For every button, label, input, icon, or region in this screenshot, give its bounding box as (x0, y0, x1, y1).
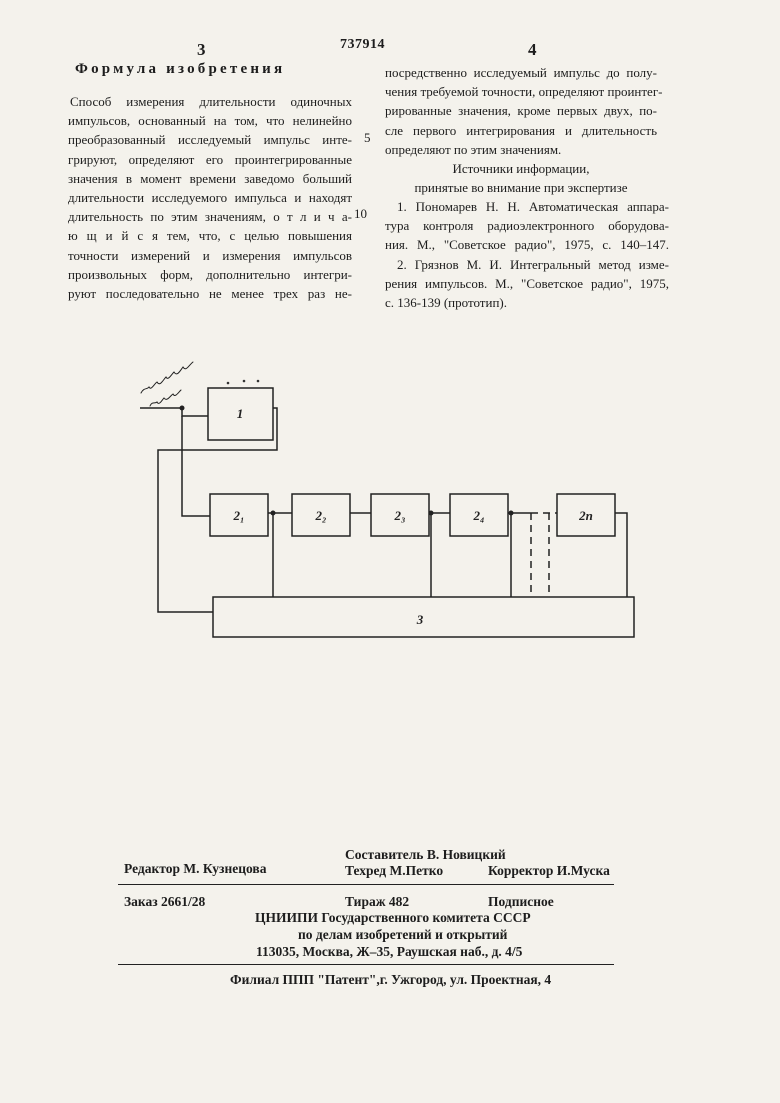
junction-dots (180, 406, 514, 516)
input-to-integrator-wire (182, 416, 210, 516)
block-1-to-block-3-wire (158, 450, 213, 612)
right-line: рированные значения, кроме первых двух, по- (385, 103, 657, 119)
block-3-label: 3 (416, 612, 424, 627)
left-line: точности измерений и измерения импульсов (68, 247, 352, 263)
right-line: определяют по этим значениям. (385, 141, 562, 157)
reference-line: 2. Грязнов М. И. Интегральный метод изме- (397, 256, 669, 272)
reference-line: 1. Пономарев Н. Н. Автоматическая аппара- (397, 199, 669, 214)
order-number: Заказ 2661/28 (124, 894, 206, 909)
corrector-credit: Корректор И.Муска (488, 863, 610, 878)
sources-subtitle: принятые во внимание при экспертизе (414, 180, 628, 195)
imprint-rule (118, 964, 614, 965)
circulation: Тираж 482 (345, 894, 410, 909)
techred-credit: Техред М.Петко (345, 863, 444, 878)
block-3-frame (213, 597, 634, 637)
patent-number: 737914 (340, 37, 385, 52)
block-2-n-label: 2n (579, 508, 593, 523)
left-line: импульсов, основанный на том, что нелинейно (68, 113, 352, 129)
left-line: грируют, определяют его проинтегрированные (68, 151, 352, 167)
left-line: произвольных форм, дополнительно интегри- (68, 266, 352, 282)
reference-line: тура контроля радиоэлектронного оборудова- (385, 218, 669, 234)
reference-line: с. 136-139 (прототип). (385, 295, 507, 311)
block-2-2-label: 2₂ (315, 508, 327, 523)
subscription: Подписное (488, 894, 554, 909)
publisher-address: 113035, Москва, Ж–35, Раушская наб., д. 4/5 (256, 944, 523, 959)
left-line: длительности исследуемого импульса и находят (68, 190, 352, 206)
left-line: руют последовательно не менее трех раз не- (68, 286, 352, 302)
sources-title: Источники информации, (452, 161, 590, 176)
left-line: значения в момент времени заведомо больший (68, 170, 352, 186)
right-line: посредственно исследуемый импульс до полу- (385, 65, 657, 80)
right-line: сле первого интегрирования и длительность (385, 122, 657, 138)
branch-footer: Филиал ППП "Патент",г. Ужгород, ул. Проектная, 4 (230, 972, 552, 987)
left-line: преобразованный исследуемый импульс инте- (68, 132, 352, 148)
block-2-1-label: 2₁ (233, 508, 245, 523)
publisher-dept: по делам изобретений и открытий (298, 927, 508, 942)
block-1-output-wire (182, 408, 277, 450)
wire-2-n-to-3 (615, 513, 627, 597)
compiler-credit: Составитель В. Новицкий (345, 847, 506, 862)
margin-line-number-10: 10 (354, 206, 367, 221)
claims-heading: Формула изобретения (75, 61, 286, 77)
reference-line: ния. М., "Советское радио", 1975, с. 140–147. (385, 237, 669, 253)
left-line: ю щ и й с я тем, что, с целью повышения (68, 228, 352, 244)
credits-rule (118, 884, 614, 885)
block-2-4-label: 2₄ (473, 508, 485, 523)
right-line: чения требуемой точности, определяют проинтег- (385, 84, 663, 100)
right-page-number: 4 (528, 40, 537, 59)
block-2-3-label: 2₃ (394, 508, 406, 523)
left-page-number: 3 (197, 40, 206, 59)
margin-line-number-5: 5 (364, 130, 371, 145)
input-wire (140, 408, 208, 416)
reference-line: рения импульсов. М., "Советское радио", 1975, (385, 275, 669, 291)
left-line: длительность по этим значениям, о т л и ч а- (68, 209, 352, 225)
block-1-label: 1 (236, 406, 244, 421)
handwritten-input-label (141, 362, 193, 406)
editor-credit: Редактор М. Кузнецова (124, 861, 267, 876)
left-line: Способ измерения длительности одиночных (70, 94, 352, 109)
publisher-org: ЦНИИПИ Государственного комитета СССР (255, 910, 531, 925)
